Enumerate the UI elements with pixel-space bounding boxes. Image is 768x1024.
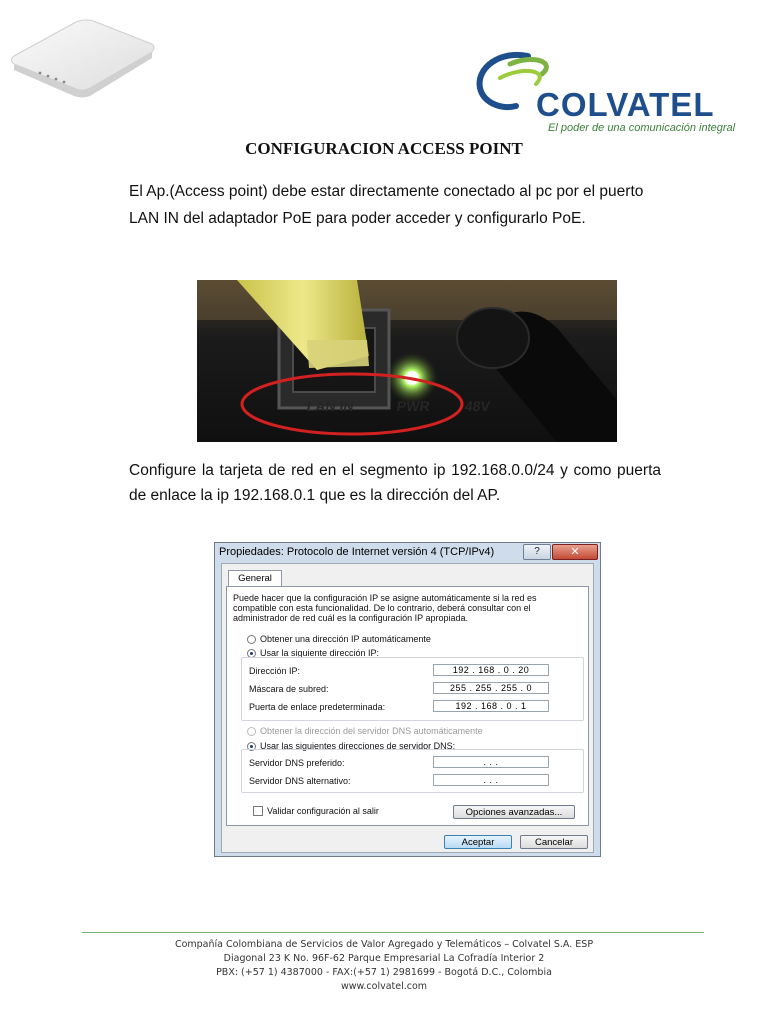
- help-button[interactable]: ?: [523, 544, 551, 560]
- radio-auto-dns[interactable]: [247, 727, 256, 736]
- document-title: CONFIGURACION ACCESS POINT: [245, 139, 523, 158]
- radio-auto-ip[interactable]: [247, 635, 256, 644]
- cancel-button[interactable]: Cancelar: [520, 835, 588, 849]
- footer: [0, 938, 768, 994]
- paragraph-network-config: Configure la tarjeta de red en el segmento ip 192.168.0.0/24 y como puerta de enlace la ip 192.168.0.1 que es la dirección del AP.: [129, 462, 661, 504]
- lan-in-label: LAN IN: [305, 398, 355, 414]
- dialog-title: Propiedades: Protocolo de Internet versión 4 (TCP/IPv4): [219, 546, 495, 558]
- tab-general[interactable]: General: [228, 570, 282, 587]
- default-gateway-label: Puerta de enlace predeterminada:: [249, 702, 386, 712]
- radio-auto-dns-label: Obtener la dirección del servidor DNS automáticamente: [260, 726, 483, 736]
- footer-website[interactable]: www.colvatel.com: [340, 981, 428, 992]
- footer-divider: [82, 932, 704, 933]
- dialog-description: Puede hacer que la configuración IP se asigne automáticamente si la red es compatible con esta funcionalidad. De lo contrario, deberá consultar con el administrador de red cuál es la configuración IP apropiada.: [233, 593, 537, 623]
- preferred-dns-label: Servidor DNS preferido:: [249, 758, 345, 768]
- logo-wordmark: COLVATEL: [536, 86, 715, 123]
- validate-on-exit-checkbox[interactable]: [253, 806, 263, 816]
- alternate-dns-field[interactable]: . . .: [433, 774, 549, 786]
- dialog-body: [221, 563, 594, 853]
- footer-phone: PBX: (+57 1) 4387000 - FAX:(+57 1) 2981699 - Bogotá D.C., Colombia: [216, 967, 552, 978]
- subnet-mask-label: Máscara de subred:: [249, 684, 329, 694]
- general-tab-panel: [226, 586, 589, 826]
- preferred-dns-field[interactable]: . . .: [433, 756, 549, 768]
- advanced-options-button[interactable]: Opciones avanzadas...: [453, 805, 575, 819]
- accept-button[interactable]: Aceptar: [444, 835, 512, 849]
- default-gateway-field[interactable]: 192 . 168 . 0 . 1: [433, 700, 549, 712]
- pwr-label: PWR: [395, 398, 431, 414]
- colvatel-logo: [470, 44, 736, 136]
- radio-manual-ip-label: Usar la siguiente dirección IP:: [260, 648, 380, 658]
- access-point-device-image: [6, 10, 158, 100]
- ip-address-field[interactable]: 192 . 168 . 0 . 20: [433, 664, 549, 676]
- footer-address: Diagonal 23 K No. 96F-62 Parque Empresarial La Cofradía Interior 2: [223, 953, 545, 964]
- validate-on-exit-label: Validar configuración al salir: [267, 806, 379, 816]
- 48v-label: 48V: [463, 398, 492, 414]
- logo-tagline: El poder de una comunicación integral: [548, 122, 736, 134]
- alternate-dns-label: Servidor DNS alternativo:: [249, 776, 351, 786]
- poe-adapter-photo: [197, 280, 617, 442]
- radio-auto-ip-label: Obtener una dirección IP automáticamente: [260, 634, 431, 644]
- close-button[interactable]: ✕: [552, 544, 598, 560]
- radio-manual-dns-label: Usar las siguientes direcciones de servidor DNS:: [260, 741, 456, 751]
- paragraph-connection: El Ap.(Access point) debe estar directamente conectado al pc por el puerto LAN IN del adaptador PoE para poder acceder y configurarlo PoE.: [129, 183, 644, 227]
- footer-company: Compañía Colombiana de Servicios de Valor Agregado y Telemáticos – Colvatel S.A. ESP: [174, 939, 594, 950]
- ipv4-properties-dialog: [214, 542, 601, 857]
- subnet-mask-field[interactable]: 255 . 255 . 255 . 0: [433, 682, 549, 694]
- ip-address-label: Dirección IP:: [249, 666, 301, 676]
